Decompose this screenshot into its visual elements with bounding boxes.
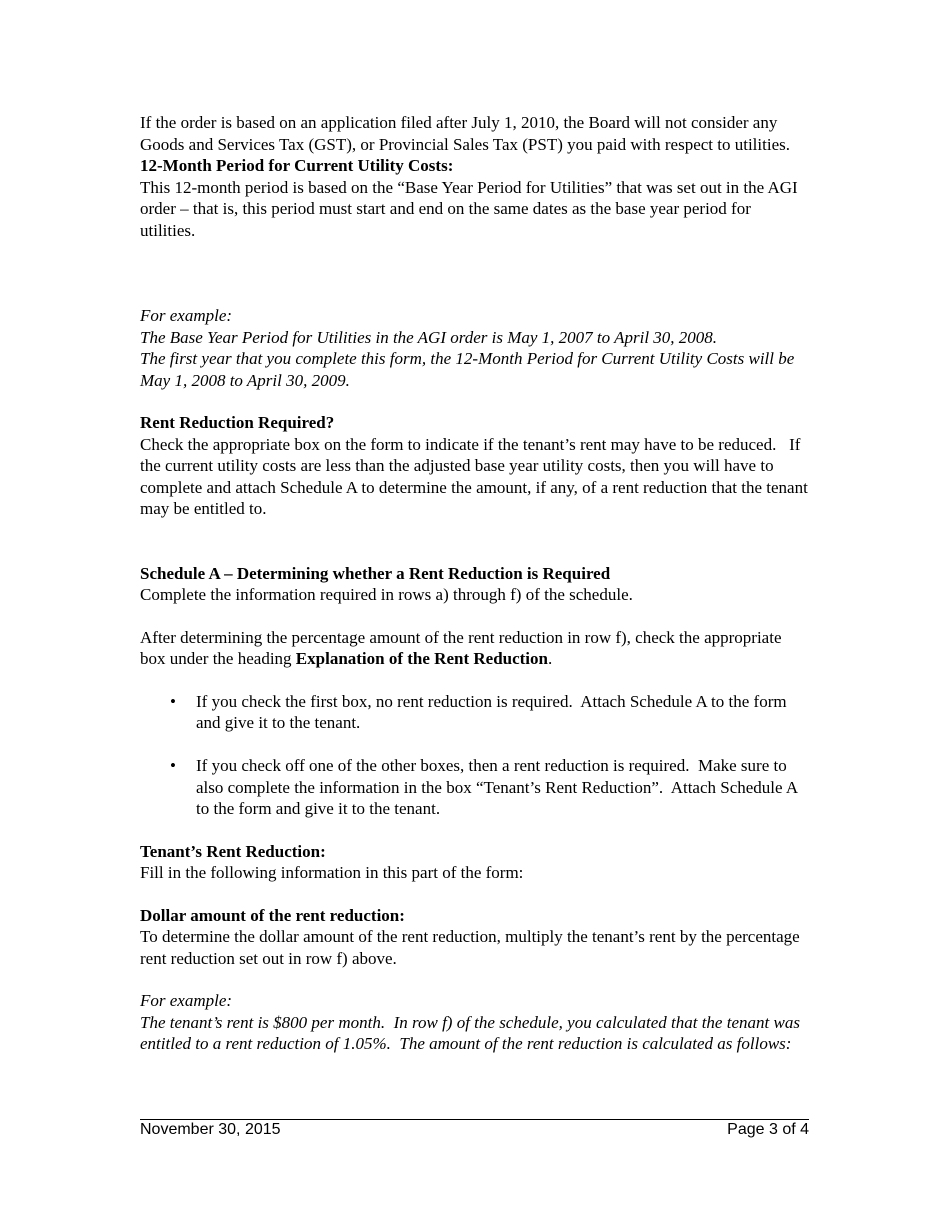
spacer [140, 969, 810, 990]
period-paragraph: This 12-month period is based on the “Base Year Period for Utilities” that was set out in the AGI order – that is, this period must start and end on the same dates as the base year period for utilities. [140, 177, 798, 240]
example2-label: For example: [140, 991, 233, 1010]
example1-line2: The first year that you complete this form, the 12-Month Period for Current Utility Costs will be May 1, 2008 to April 30, 2009. [140, 349, 795, 390]
required-heading: Rent Reduction Required? [140, 413, 335, 432]
required-paragraph: Check the appropriate box on the form to indicate if the tenant’s rent may have to be reduced. If the current utility costs are less than the adjusted base year utility costs, then you will have to complete and attach Schedule A to determine the amount, if any, of a rent reduction that the tenant may be entitled to. [140, 434, 813, 518]
example1-label: For example: [140, 306, 233, 325]
after-text: After determining the percentage amount of the rent reduction in row f), check the appropriate box under the heading [140, 627, 782, 668]
spacer [140, 820, 810, 841]
bullet-list [140, 691, 810, 820]
tenant-heading: Tenant’s Rent Reduction: [140, 841, 326, 861]
footer-date: November 30, 2015 [140, 1121, 281, 1138]
bullet-text: If you check off one of the other boxes, then a rent reduction is required. Make sure to also complete the information in the box “Tenant’s Rent Reduction”. Attach Schedule A to the form and give it to the tenant. [196, 756, 802, 818]
footer-divider [140, 1119, 809, 1120]
page-content [140, 112, 813, 1055]
spacer [140, 670, 810, 691]
page-footer [140, 1121, 809, 1139]
spacer [140, 606, 810, 627]
after-paragraph [140, 627, 810, 670]
period-heading: 12-Month Period for Current Utility Costs: [140, 156, 454, 175]
gst-paragraph: If the order is based on an application filed after July 1, 2010, the Board will not consider any Goods and Services Tax (GST), or Provincial Sales Tax (PST) you paid with respect to utilities. [140, 113, 790, 154]
bullet-text: If you check the first box, no rent reduction is required. Attach Schedule A to the form and give it to the tenant. [196, 691, 791, 732]
bullet-icon: • [170, 691, 176, 711]
footer-page-number: Page 3 of 4 [727, 1121, 809, 1138]
spacer [140, 734, 810, 756]
list-item [140, 691, 810, 734]
dollar-heading: Dollar amount of the rent reduction: [140, 905, 405, 925]
after-period: . [547, 649, 553, 668]
schedule-paragraph: Complete the information required in rows a) through f) of the schedule. [140, 585, 633, 604]
example2-text: The tenant’s rent is $800 per month. In row f) of the schedule, you calculated that the tenant was entitled to a rent reduction of 1.05%. The amount of the rent reduction is calculated as follows: [140, 1012, 805, 1053]
spacer [140, 241, 810, 305]
spacer [140, 391, 810, 412]
dollar-paragraph: To determine the dollar amount of the rent reduction, multiply the tenant’s rent by the percentage rent reduction set out in row f) above. [140, 927, 800, 968]
list-item [140, 755, 810, 820]
bullet-icon: • [170, 756, 176, 775]
example1-line1: The Base Year Period for Utilities in the AGI order is May 1, 2007 to April 30, 2008. [140, 327, 718, 347]
explanation-heading-ref: Explanation of the Rent Reduction [295, 649, 548, 668]
spacer [140, 520, 810, 563]
spacer [140, 884, 810, 905]
tenant-paragraph: Fill in the following information in this part of the form: [140, 863, 524, 882]
schedule-heading: Schedule A – Determining whether a Rent Reduction is Required [140, 563, 611, 583]
